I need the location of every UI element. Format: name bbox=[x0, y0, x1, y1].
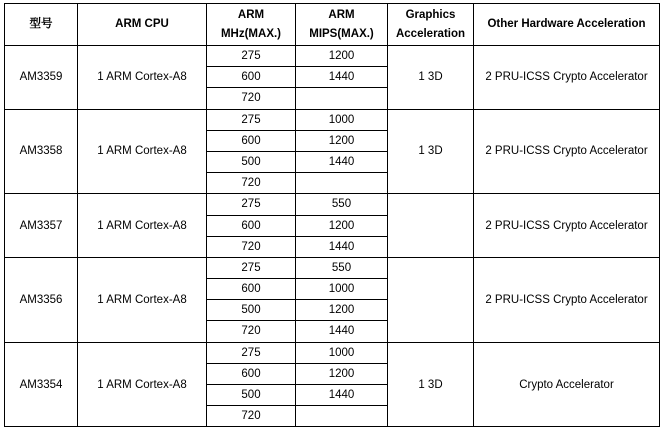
header-graphics bbox=[388, 4, 474, 46]
header-mhz-line2: MHz(MAX.) bbox=[220, 27, 282, 40]
header-mips bbox=[296, 4, 388, 46]
mhz-value: 720 bbox=[207, 172, 295, 193]
header-model: 型号 bbox=[5, 4, 78, 46]
mips-value: 1440 bbox=[296, 151, 387, 172]
mhz-value: 600 bbox=[207, 363, 295, 384]
cell-mips bbox=[296, 194, 388, 258]
mhz-value: 275 bbox=[241, 198, 261, 211]
header-graphics-line1: Graphics bbox=[405, 8, 456, 21]
cell-graphics: 1 3D bbox=[388, 109, 474, 194]
cell-mhz bbox=[207, 109, 296, 194]
mhz-value: 275 bbox=[241, 346, 261, 359]
mips-value: 550 bbox=[331, 198, 352, 211]
mhz-value: 500 bbox=[207, 151, 295, 172]
header-graphics-line2: Acceleration bbox=[395, 27, 466, 40]
mips-value: 1200 bbox=[296, 215, 387, 236]
mips-value: 1440 bbox=[296, 66, 387, 87]
mips-value: 1200 bbox=[328, 50, 355, 62]
cell-mips bbox=[296, 257, 388, 342]
cell-cpu: 1 ARM Cortex-A8 bbox=[78, 257, 207, 342]
cell-model: AM3357 bbox=[5, 194, 78, 258]
cell-other: 2 PRU-ICSS Crypto Accelerator bbox=[474, 109, 660, 194]
spec-table-body bbox=[5, 46, 660, 427]
cell-other: 2 PRU-ICSS Crypto Accelerator bbox=[474, 257, 660, 342]
mips-value: 1000 bbox=[328, 113, 355, 126]
mhz-value: 275 bbox=[241, 113, 261, 126]
header-mips-line2: MIPS(MAX.) bbox=[309, 27, 374, 40]
cell-mips bbox=[296, 109, 388, 194]
mips-value bbox=[296, 405, 387, 426]
cell-model: AM3358 bbox=[5, 109, 78, 194]
cell-cpu: 1 ARM Cortex-A8 bbox=[78, 342, 207, 427]
mhz-value: 600 bbox=[207, 130, 295, 151]
table-row bbox=[5, 194, 660, 258]
spec-table bbox=[4, 3, 660, 427]
mips-value bbox=[296, 87, 387, 108]
mips-value: 1000 bbox=[328, 346, 355, 359]
cell-mhz bbox=[207, 46, 296, 110]
mhz-value: 500 bbox=[207, 299, 295, 320]
mhz-value: 720 bbox=[207, 87, 295, 108]
cell-model: AM3354 bbox=[5, 342, 78, 427]
cell-mhz bbox=[207, 194, 296, 258]
mips-value: 1200 bbox=[296, 363, 387, 384]
table-row bbox=[5, 109, 660, 194]
cell-model: AM3359 bbox=[5, 46, 78, 110]
header-other: Other Hardware Acceleration bbox=[474, 4, 660, 46]
mips-value: 1440 bbox=[296, 384, 387, 405]
mips-value bbox=[296, 172, 387, 193]
mips-value: 550 bbox=[331, 261, 352, 274]
header-mips-line1: ARM bbox=[328, 8, 355, 21]
mips-value: 1000 bbox=[296, 278, 387, 299]
cell-mips bbox=[296, 46, 388, 110]
cell-other: Crypto Accelerator bbox=[474, 342, 660, 427]
mhz-value: 500 bbox=[207, 384, 295, 405]
table-row bbox=[5, 342, 660, 427]
cell-mhz bbox=[207, 342, 296, 427]
cell-cpu: 1 ARM Cortex-A8 bbox=[78, 46, 207, 110]
cell-cpu: 1 ARM Cortex-A8 bbox=[78, 109, 207, 194]
mhz-value: 720 bbox=[207, 405, 295, 426]
table-row bbox=[5, 257, 660, 342]
mips-value: 1200 bbox=[296, 130, 387, 151]
header-cpu: ARM CPU bbox=[78, 4, 207, 46]
cell-model: AM3356 bbox=[5, 257, 78, 342]
cell-cpu: 1 ARM Cortex-A8 bbox=[78, 194, 207, 258]
cell-graphics bbox=[388, 257, 474, 342]
cell-other: 2 PRU-ICSS Crypto Accelerator bbox=[474, 46, 660, 110]
cell-mhz bbox=[207, 257, 296, 342]
cell-graphics: 1 3D bbox=[388, 46, 474, 110]
mips-value: 1440 bbox=[296, 320, 387, 341]
mhz-value: 720 bbox=[207, 320, 295, 341]
mhz-value: 720 bbox=[207, 236, 295, 257]
cell-other: 2 PRU-ICSS Crypto Accelerator bbox=[474, 194, 660, 258]
cell-graphics bbox=[388, 194, 474, 258]
mips-value: 1440 bbox=[296, 236, 387, 257]
table-row bbox=[5, 46, 660, 110]
header-mhz bbox=[207, 4, 296, 46]
mhz-value: 600 bbox=[207, 66, 295, 87]
header-row bbox=[5, 4, 660, 46]
mhz-value: 600 bbox=[207, 278, 295, 299]
mhz-value: 600 bbox=[207, 215, 295, 236]
mhz-value: 275 bbox=[241, 261, 261, 274]
cell-graphics: 1 3D bbox=[388, 342, 474, 427]
mhz-value: 275 bbox=[241, 50, 261, 62]
header-mhz-line1: ARM bbox=[237, 8, 265, 21]
cell-mips bbox=[296, 342, 388, 427]
mips-value: 1200 bbox=[296, 299, 387, 320]
